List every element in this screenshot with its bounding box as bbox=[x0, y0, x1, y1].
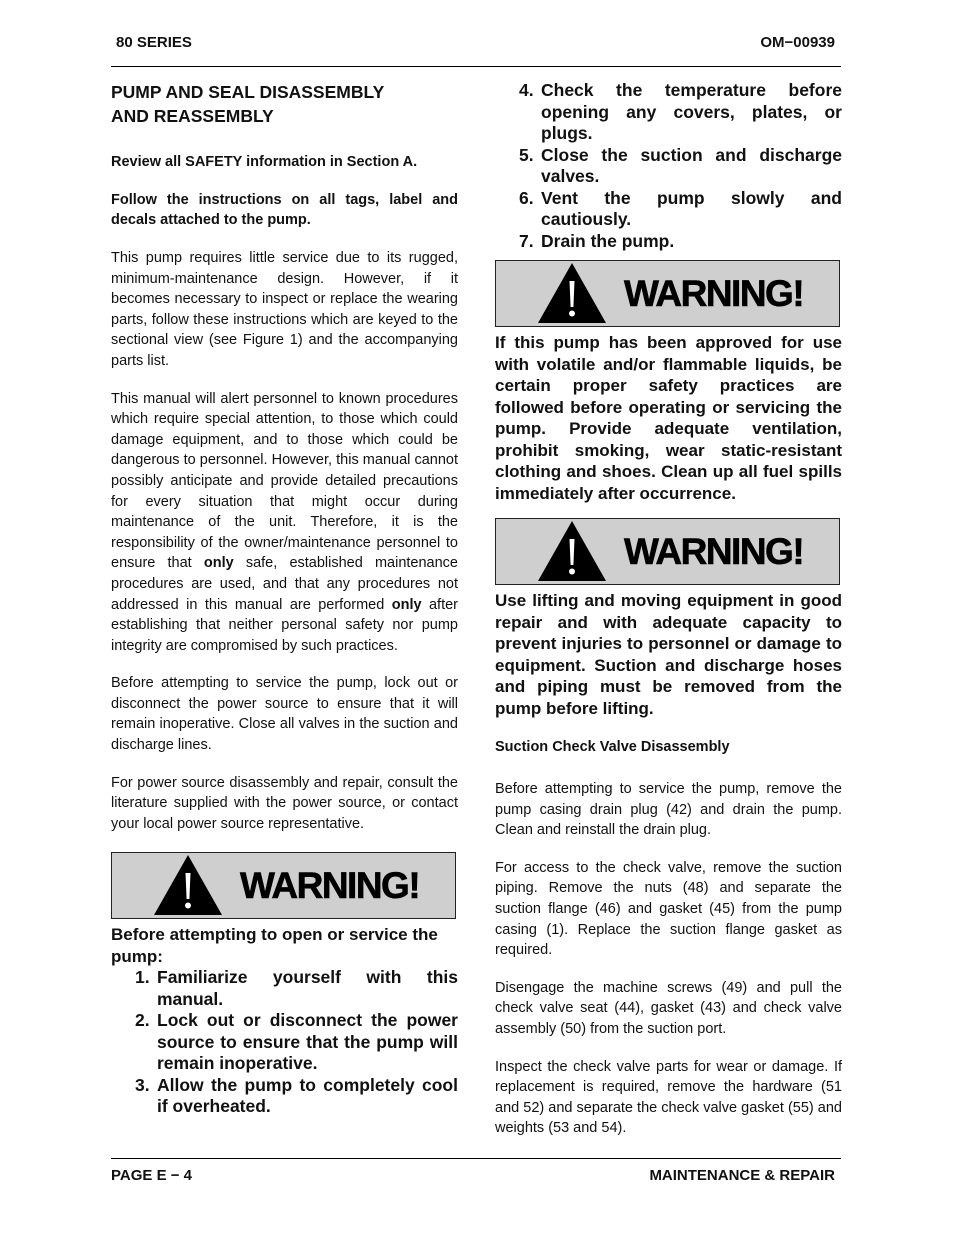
flammable-warning-text: If this pump has been approved for use with volatile and/or flammable liquids, be certain proper safety practices are followed before operating or servicing the pump. Provide adequate ventilation, prohibit smoking, wear static-resistant clothing and shoes. Clean up all fuel spills immediately after occurrence. bbox=[495, 333, 842, 503]
warning-triangle-icon bbox=[536, 261, 608, 325]
section-title: PUMP AND SEAL DISASSEMBLY AND REASSEMBLY bbox=[111, 82, 385, 126]
warning-label: WARNING! bbox=[624, 530, 804, 572]
pre-service-steps-continued bbox=[495, 80, 842, 252]
page-number: PAGE E − 4 bbox=[111, 1167, 193, 1184]
footer-rule bbox=[111, 1158, 841, 1159]
disengage-paragraph: Disengage the machine screws (49) and pull the check valve seat (44), gasket (43) and check valve assembly (50) from the suction port. bbox=[495, 979, 842, 1037]
warning-banner bbox=[111, 852, 456, 919]
lifting-warning-text: Use lifting and moving equipment in good repair and with adequate capacity to prevent injuries to personnel or damage to equipment. Suction and discharge hoses and piping must be removed from the pump before lifting. bbox=[495, 591, 842, 718]
warning-label: WARNING! bbox=[624, 272, 804, 314]
intro-paragraph: This pump requires little service due to its rugged, minimum-maintenance design. However, if it becomes necessary to inspect or replace the wearing parts, follow these instructions which are keyed to the sectional view (see Figure 1) and the accompanying parts list. bbox=[111, 250, 458, 369]
list-item: 1. Familiarize yourself with this manual. bbox=[135, 967, 458, 1009]
alert-paragraph: This manual will alert personnel to known procedures which require special attention, to those which could damage equipment, and to those which could be dangerous to personnel. However, this manual cannot possibly anticipate and provide detailed precautions for every situation that might occur during maintenance of the unit. Therefore, it is the responsibility of the owner/maintenance personnel to ensure that only safe, established maintenance procedures are used, and that any procedures not addressed in this manual are performed only after establishing that neither personal safety nor pump integrity are compromised by such practices. bbox=[111, 390, 458, 654]
left-column bbox=[111, 80, 458, 1118]
header-doc-number: OM−00939 bbox=[760, 34, 835, 51]
warning-banner-flammable bbox=[495, 260, 840, 327]
list-item: 3. Allow the pump to completely cool if overheated. bbox=[135, 1074, 458, 1117]
pre-service-steps bbox=[111, 967, 458, 1118]
drain-paragraph: Before attempting to service the pump, remove the pump casing drain plug (42) and drain the pump. Clean and reinstall the drain plug. bbox=[495, 781, 842, 839]
list-item: 6. Vent the pump slowly and cautiously. bbox=[519, 187, 842, 229]
warning-triangle-icon bbox=[536, 519, 608, 583]
safety-review-note: Review all SAFETY information in Section A. bbox=[111, 154, 418, 170]
list-item: 4. Check the temperature before opening any covers, plates, or plugs. bbox=[519, 80, 842, 143]
footer-section: MAINTENANCE & REPAIR bbox=[649, 1167, 835, 1184]
subsection-heading: Suction Check Valve Disassembly bbox=[495, 739, 730, 755]
warning-triangle-icon bbox=[152, 853, 224, 917]
warning-label: WARNING! bbox=[240, 864, 420, 906]
list-item: 7. Drain the pump. bbox=[519, 230, 675, 251]
power-source-paragraph: For power source disassembly and repair, consult the literature supplied with the power source, or contact your local power source representative. bbox=[111, 774, 458, 832]
access-paragraph: For access to the check valve, remove the suction piping. Remove the nuts (48) and separate the suction flange (46) and gasket (45) from the pump casing (1). Replace the suction flange gasket as required. bbox=[495, 859, 842, 959]
list-item: 5. Close the suction and discharge valves. bbox=[519, 144, 842, 186]
tags-note: Follow the instructions on all tags, label and decals attached to the pump. bbox=[111, 192, 458, 228]
right-column bbox=[495, 80, 842, 1156]
list-item: 2. Lock out or disconnect the power source to ensure that the pump will remain inoperative. bbox=[135, 1010, 458, 1074]
inspect-paragraph: Inspect the check valve parts for wear or damage. If replacement is required, remove the hardware (51 and 52) and separate the check valve gasket (55) and weights (53 and 54). bbox=[495, 1058, 842, 1137]
lockout-paragraph: Before attempting to service the pump, lock out or disconnect the power source to ensure that it will remain inoperative. Close all valves in the suction and discharge lines. bbox=[111, 675, 458, 754]
header-series: 80 SERIES bbox=[116, 34, 192, 51]
warning-banner-lifting bbox=[495, 518, 840, 585]
warning-lead: Before attempting to open or service the pump: bbox=[111, 925, 438, 966]
header-rule bbox=[111, 66, 841, 67]
